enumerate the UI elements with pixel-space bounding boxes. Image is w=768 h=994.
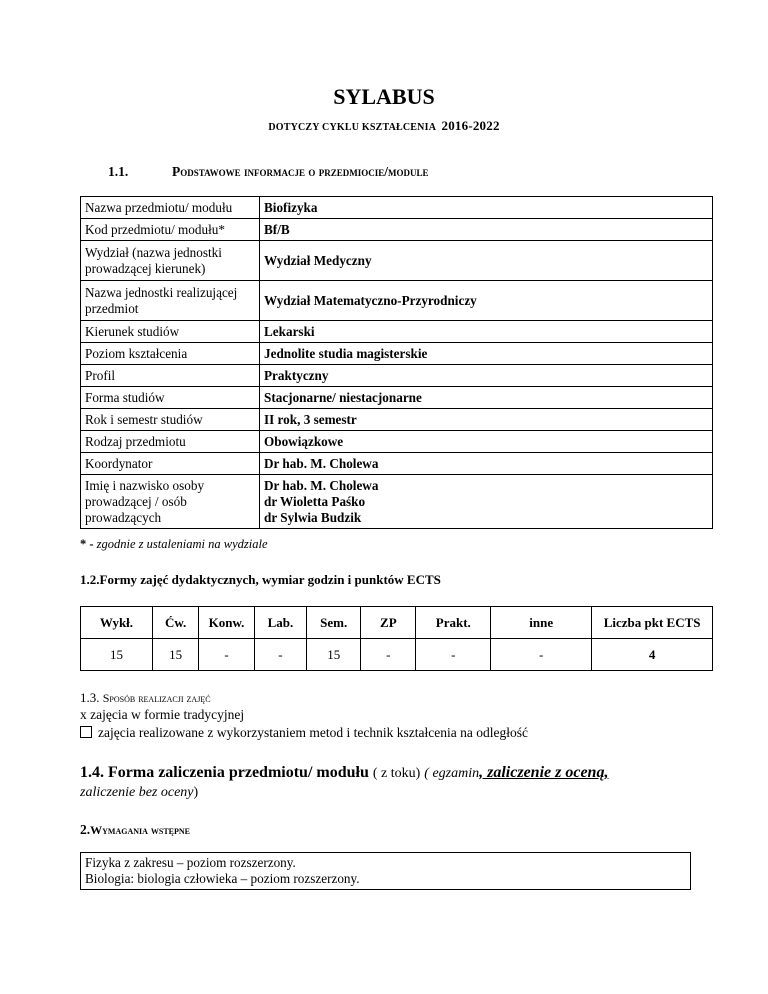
info-key: Profil (81, 365, 260, 387)
info-row (81, 281, 713, 321)
info-value (260, 321, 713, 343)
info-value-line: Stacjonarne/ niestacjonarne (264, 389, 422, 405)
hours-header-row (81, 607, 713, 639)
info-value-line: Wydział Matematyczno-Przyrodniczy (264, 292, 477, 308)
info-value (260, 343, 713, 365)
section-2-number: 2. (80, 822, 91, 837)
info-key: Kod przedmiotu/ modułu* (81, 219, 260, 241)
hours-header-cell: Liczba pkt ECTS (592, 607, 713, 639)
hours-values-row (81, 639, 713, 671)
info-key: Koordynator (81, 453, 260, 475)
checkbox-icon (80, 726, 92, 738)
info-key: Nazwa przedmiotu/ modułu (81, 197, 260, 219)
section-1-4-continued (80, 785, 198, 801)
info-row (81, 321, 713, 343)
section-1-4-title: 1.4. Forma zaliczenia przedmiotu/ modułu (80, 764, 369, 781)
info-value (260, 475, 713, 529)
subtitle-years: 2016-2022 (441, 118, 500, 133)
footnote-text: zgodnie z ustaleniami na wydziale (93, 537, 268, 551)
hours-value-cell: 15 (152, 639, 198, 671)
info-value-line: Bf/B (264, 221, 290, 237)
info-key: Nazwa jednostki realizującej przedmiot (81, 281, 260, 321)
info-value (260, 365, 713, 387)
info-value (260, 241, 713, 281)
hours-value-cell: 15 (81, 639, 153, 671)
info-value-line: Dr hab. M. Cholewa (264, 455, 379, 471)
no-grade-option: zaliczenie bez oceny (80, 785, 194, 800)
footnote-mark: * - (80, 537, 94, 551)
hours-value-cell: - (361, 639, 416, 671)
subtitle-label: DOTYCZY CYKLU KSZTAŁCENIA (268, 122, 437, 133)
info-row (81, 241, 713, 281)
info-row (81, 219, 713, 241)
info-value-line: Jednolite studia magisterskie (264, 345, 428, 361)
info-value (260, 281, 713, 321)
section-2-heading (80, 822, 190, 838)
document-title: SYLABUS (333, 84, 435, 109)
info-key: Forma studiów (81, 387, 260, 409)
info-value-line: Lekarski (264, 323, 315, 339)
section-1-4-paren: ( z toku) (372, 766, 421, 781)
info-row (81, 475, 713, 529)
section-1-4-heading (80, 764, 608, 782)
section-1-3-heading (80, 690, 211, 706)
hours-value-cell: - (199, 639, 254, 671)
info-key: Rok i semestr studiów (81, 409, 260, 431)
info-row (81, 197, 713, 219)
close-paren: ) (193, 785, 199, 800)
info-value-line: Obowiązkowe (264, 433, 344, 449)
section-1-1-number: 1.1. (108, 164, 129, 179)
hours-value-cell: - (254, 639, 306, 671)
info-value (260, 409, 713, 431)
hours-value-cell: 4 (592, 639, 713, 671)
info-value-line: Praktyczny (264, 367, 329, 383)
info-row (81, 431, 713, 453)
info-value-line: dr Wioletta Paśko (264, 493, 366, 509)
section-2-title: Wymagania wstępne (90, 823, 191, 837)
info-key: Wydział (nazwa jednostki prowadzącej kierunek) (81, 241, 260, 281)
option-traditional: x zajęcia w formie tradycyjnej (80, 707, 245, 722)
section-1-3-title: Sposób realizacji zajęć (102, 691, 211, 705)
section-1-1-heading (108, 164, 428, 180)
hours-header-cell: Konw. (199, 607, 254, 639)
hours-header-cell: Lab. (254, 607, 306, 639)
info-value-line: Biofizyka (264, 199, 318, 215)
hours-value-cell: - (416, 639, 491, 671)
info-key: Kierunek studiów (81, 321, 260, 343)
section-1-2-heading: 1.2.Formy zajęć dydaktycznych, wymiar godzin i punktów ECTS (80, 572, 441, 587)
info-value (260, 197, 713, 219)
info-key: Imię i nazwisko osoby prowadzącej / osób prowadzących (81, 475, 260, 529)
footnote (80, 537, 268, 552)
info-value-line: II rok, 3 semestr (264, 411, 357, 427)
info-value-line: dr Sylwia Budzik (264, 509, 362, 525)
basic-info-table (80, 196, 713, 529)
document-subtitle (0, 118, 768, 134)
info-row (81, 365, 713, 387)
info-row (81, 409, 713, 431)
requirement-line: Fizyka z zakresu – poziom rozszerzony. (85, 855, 296, 870)
requirements-box (80, 852, 691, 890)
info-key: Poziom kształcenia (81, 343, 260, 365)
info-value (260, 387, 713, 409)
hours-header-cell: Prakt. (416, 607, 491, 639)
section-1-3-number: 1.3. (80, 690, 100, 705)
info-value (260, 219, 713, 241)
hours-header-cell: inne (491, 607, 592, 639)
info-row (81, 343, 713, 365)
selected-option: , zaliczenie z oceną, (479, 764, 609, 781)
requirement-line: Biologia: biologia człowieka – poziom rozszerzony. (85, 871, 360, 886)
info-key: Rodzaj przedmiotu (81, 431, 260, 453)
info-value (260, 453, 713, 475)
info-value (260, 431, 713, 453)
hours-value-cell: 15 (307, 639, 361, 671)
exam-option: ( egzamin (424, 766, 480, 781)
hours-header-cell: Sem. (307, 607, 361, 639)
info-value-line: Wydział Medyczny (264, 252, 372, 268)
hours-header-cell: ZP (361, 607, 416, 639)
info-row (81, 387, 713, 409)
section-1-1-title: Podstawowe informacje o przedmiocie/module (172, 164, 429, 179)
hours-table (80, 606, 713, 671)
info-value-line: Dr hab. M. Cholewa (264, 477, 379, 493)
option-remote-label: zajęcia realizowane z wykorzystaniem metod i technik kształcenia na odległość (98, 725, 528, 740)
hours-header-cell: Wykł. (81, 607, 153, 639)
hours-value-cell: - (491, 639, 592, 671)
hours-header-cell: Ćw. (152, 607, 198, 639)
info-row (81, 453, 713, 475)
option-remote (80, 725, 528, 741)
